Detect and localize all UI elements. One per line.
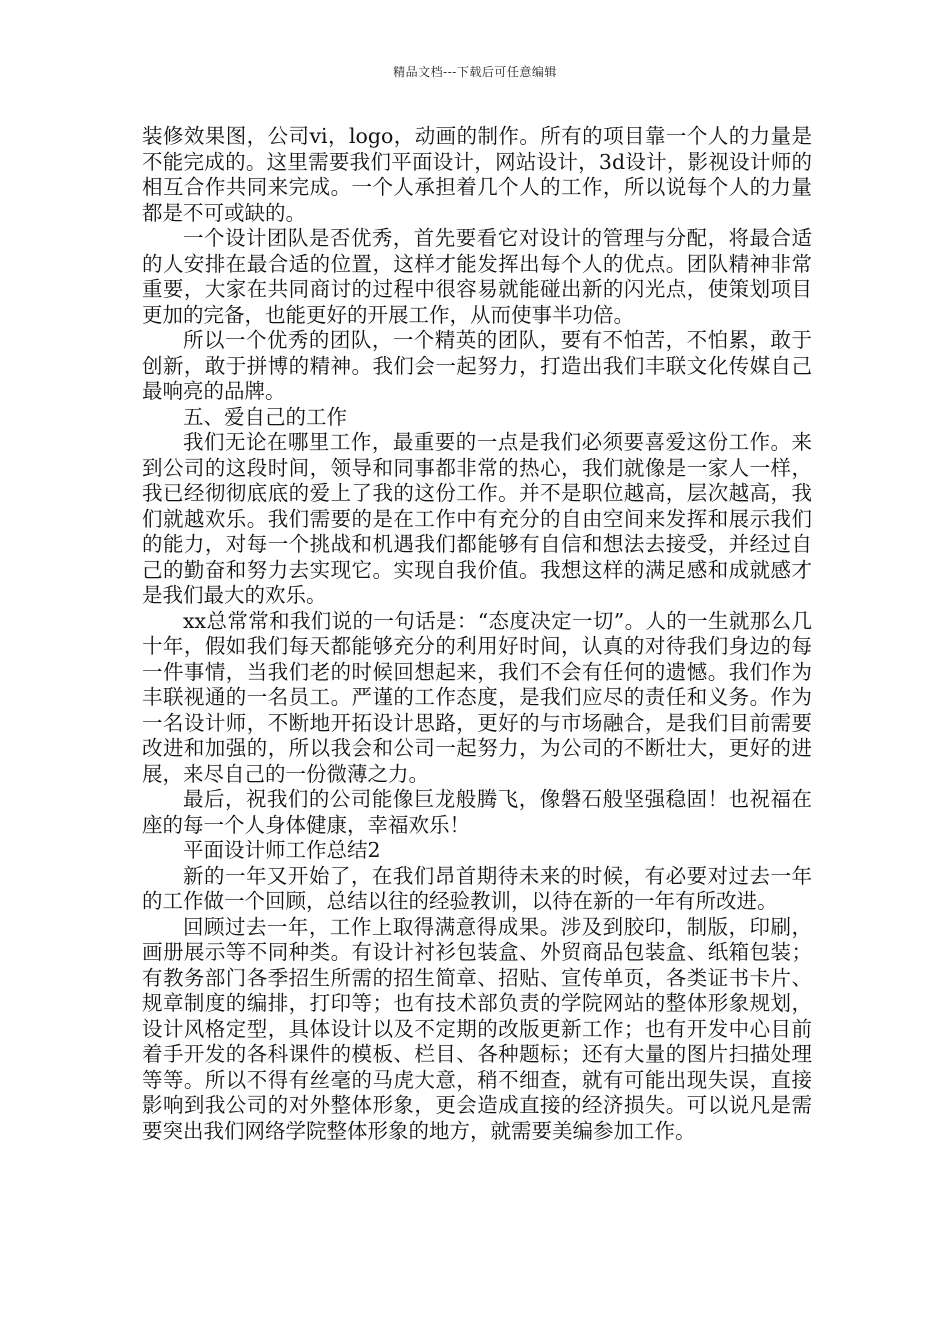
paragraph: 新的一年又开始了，在我们昂首期待未来的时候，有必要对过去一年的工作做一个回顾，总结以往的经验教训，以待在新的一年有所改进。	[142, 863, 812, 913]
paragraph: 所以一个优秀的团队，一个精英的团队，要有不怕苦，不怕累，敢于创新，敢于拼博的精神。我们会一起努力，打造出我们丰联文化传媒自己最响亮的品牌。	[142, 328, 812, 403]
paragraph: 我们无论在哪里工作，最重要的一点是我们必须要喜爱这份工作。来到公司的这段时间，领导和同事都非常的热心，我们就像是一家人一样，我已经彻彻底底的爱上了我的这份工作。并不是职位越高，层次越高，我们就越欢乐。我们需要的是在工作中有充分的自由空间来发挥和展示我们的能力，对每一个挑战和机遇我们都能够有自信和想法去接受，并经过自己的勤奋和努力去实现它。实现自我价值。我想这样的满足感和成就感才是我们最大的欢乐。	[142, 430, 812, 607]
paragraph: 回顾过去一年，工作上取得满意得成果。涉及到胶印，制版，印刷，画册展示等不同种类。有设计衬衫包装盒、外贸商品包装盒、纸箱包装；有教务部门各季招生所需的招生简章、招贴、宣传单页，各类证书卡片、规章制度的编排，打印等；也有技术部负责的学院网站的整体形象规划，设计风格定型，具体设计以及不定期的改版更新工作；也有开发中心目前着手开发的各科课件的模板、栏目、各种题标；还有大量的图片扫描处理等等。所以不得有丝毫的马虎大意，稍不细查，就有可能出现失误，直接影响到我公司的对外整体形象，更会造成直接的经济损失。可以说凡是需要突出我们网络学院整体形象的地方，就需要美编参加工作。	[142, 914, 812, 1143]
section-heading: 五、爱自己的工作	[183, 404, 347, 429]
page-header: 精品文档---下载后可任意编辑	[393, 65, 557, 79]
paragraph: 最后，祝我们的公司能像巨龙般腾飞，像磐石般坚强稳固！也祝福在座的每一个人身体健康，幸福欢乐！	[142, 787, 812, 837]
paragraph: 一个设计团队是否优秀，首先要看它对设计的管理与分配，将最合适的人安排在最合适的位置，这样才能发挥出每个人的优点。团队精神非常重要，大家在共同商讨的过程中很容易就能碰出新的闪光点，使策划项目更加的完备，也能更好的开展工作，从而使事半功倍。	[142, 226, 812, 327]
paragraph: xx总常常和我们说的一句话是：“态度决定一切”。人的一生就那么几十年，假如我们每天都能够充分的利用好时间，认真的对待我们身边的每一件事情，当我们老的时候回想起来，我们不会有任何的遗憾。我们作为丰联视通的一名员工。严谨的工作态度，是我们应尽的责任和义务。作为一名设计师，不断地开拓设计思路，更好的与市场融合，是我们目前需要改进和加强的，所以我会和公司一起努力，为公司的不断壮大，更好的进展，来尽自己的一份微薄之力。	[142, 608, 812, 786]
document-body	[142, 124, 812, 1144]
paragraph: 装修效果图，公司vi，logo，动画的制作。所有的项目靠一个人的力量是不能完成的。这里需要我们平面设计，网站设计，3d设计，影视设计师的相互合作共同来完成。一个人承担着几个人的工作，所以说每个人的力量都是不可或缺的。	[142, 124, 812, 225]
section-heading: 平面设计师工作总结2	[183, 838, 381, 862]
